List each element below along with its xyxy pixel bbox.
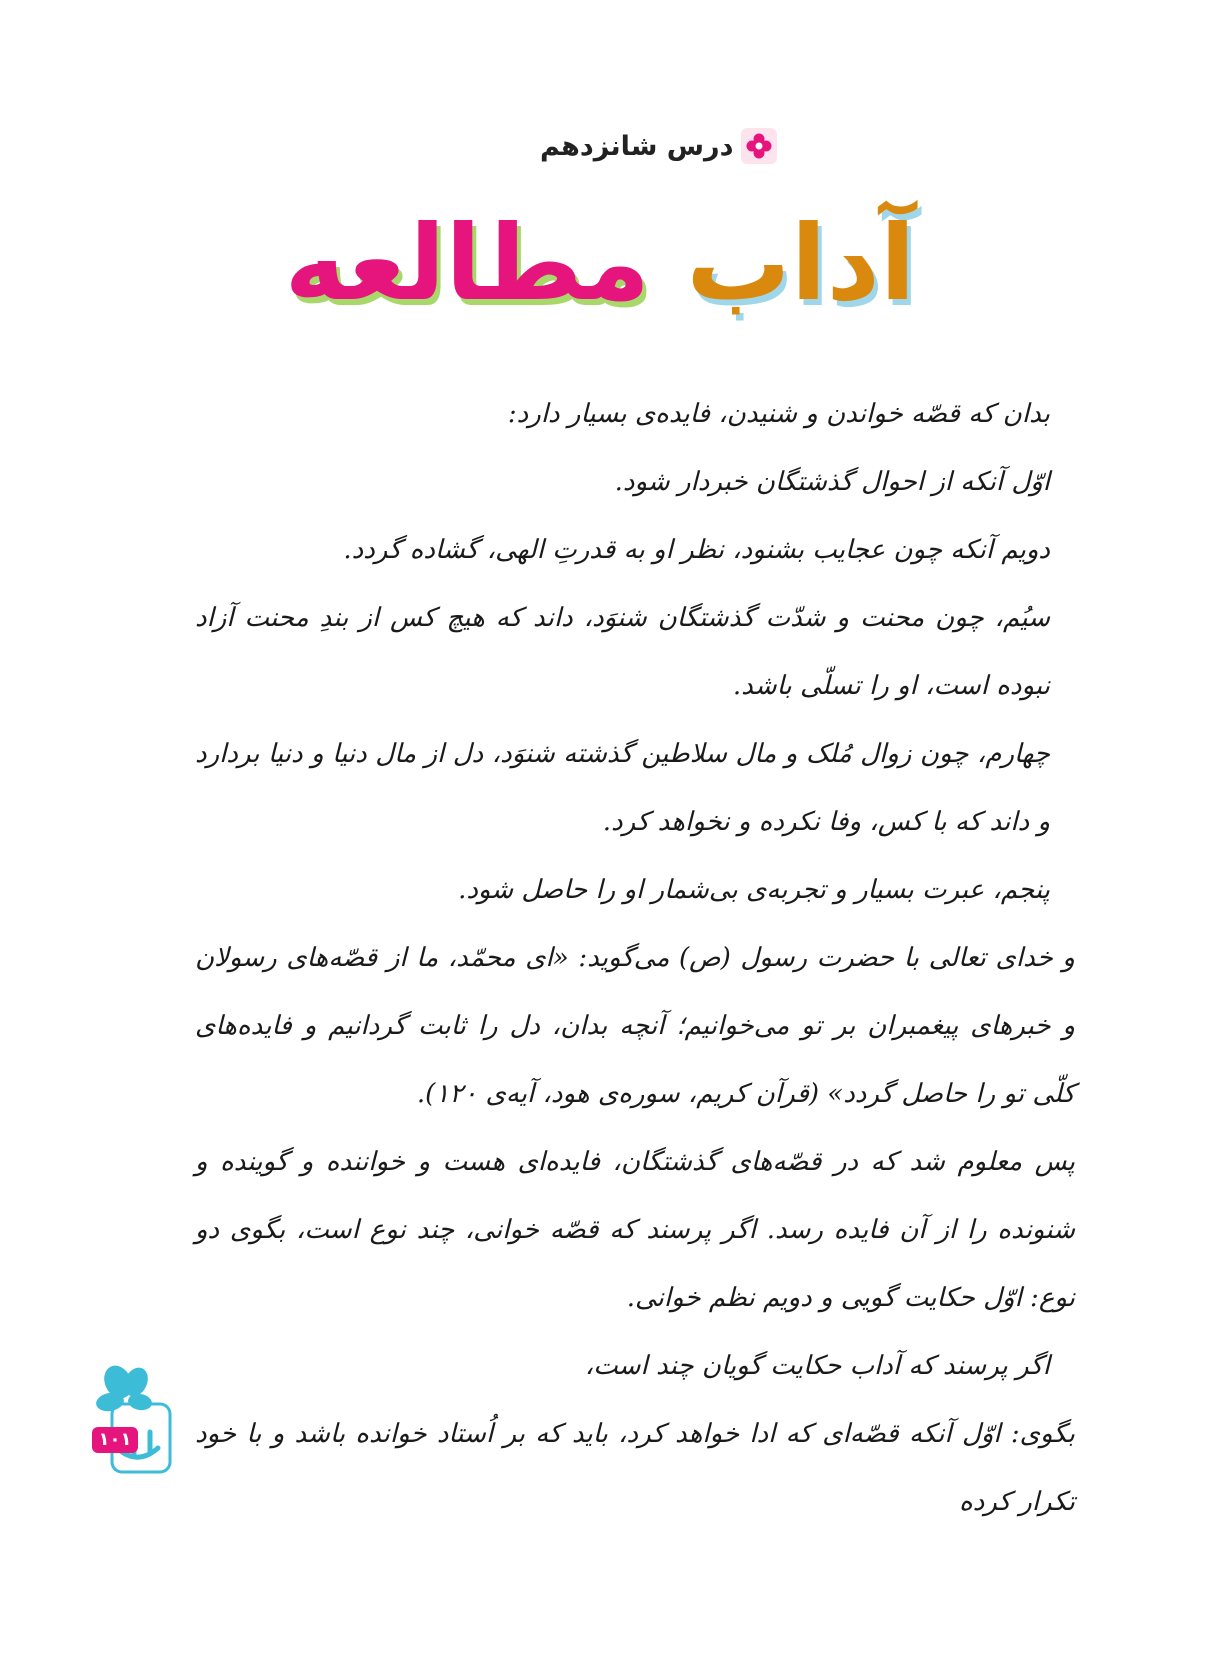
- paragraph-intro: بدان که قصّه خواندن و شنیدن، فایده‌ی بسیار دارد:: [507, 399, 1050, 429]
- paragraph-answer: بگوی: اوّل آنکه قصّه‌ای که ادا خواهد کرد، باید که بر اُستاد خوانده باشد و با خود تکرار کرده: [195, 1419, 1075, 1517]
- flower-icon-graphic: [745, 132, 773, 160]
- title-word-2: مطالعه: [284, 202, 651, 324]
- lesson-body: [195, 380, 1075, 1536]
- paragraph-conclusion: پس معلوم شد که در قصّه‌های گذشتگان، فایده‌ای هست و خواننده و گوینده و شنونده را از آن فایده رسد. اگر پرسند که قصّه خوانی، چند نوع است، بگوی دو نوع: اوّل حکایت گویی و دویم نظم خوانی.: [195, 1147, 1075, 1313]
- paragraph-second: دویم آنکه چون عجایب بشنود، نظر او به قدرتِ الهی، گشاده گردد.: [343, 535, 1050, 565]
- paragraph-fifth: پنجم، عبرت بسیار و تجربه‌ی بی‌شمار او را حاصل شود.: [458, 875, 1050, 905]
- farsi-logo-icon: [88, 1360, 188, 1480]
- paragraph-quran: و خدای تعالی با حضرت رسول (ص) می‌گوید: «ای محمّد، ما از قصّه‌های رسولان و خبرهای پیغمبران بر تو می‌خوانیم؛ آنچه بدان، دل را ثابت گردانیم و فایده‌های کلّی تو را حاصل گردد» (قرآن کریم، سوره‌ی هود، آیه‌ی ۱۲۰).: [195, 943, 1075, 1109]
- page-number: ۱۰۱: [92, 1427, 138, 1453]
- paragraph-first: اوّل آنکه از احوال گذشتگان خبردار شود.: [614, 467, 1050, 497]
- lesson-header: [540, 128, 777, 164]
- page-title: [285, 188, 916, 338]
- lesson-number: درس شانزدهم: [540, 130, 734, 162]
- title-word-1: آداب: [686, 202, 916, 324]
- paragraph-third: سیُم، چون محنت و شدّت گذشتگان شنوَد، داند که هیچ کس از بندِ محنت آزاد نبوده است، او را تسلّی باشد.: [195, 603, 1050, 701]
- paragraph-fourth: چهارم، چون زوال مُلک و مال سلاطین گذشته شنوَد، دل از مال دنیا و دنیا بردارد و داند که با کس، وفا نکرده و نخواهد کرد.: [195, 739, 1050, 837]
- flower-icon: [741, 128, 777, 164]
- paragraph-question: اگر پرسند که آداب حکایت گویان چند است،: [584, 1351, 1050, 1381]
- lesson-title: [280, 188, 920, 368]
